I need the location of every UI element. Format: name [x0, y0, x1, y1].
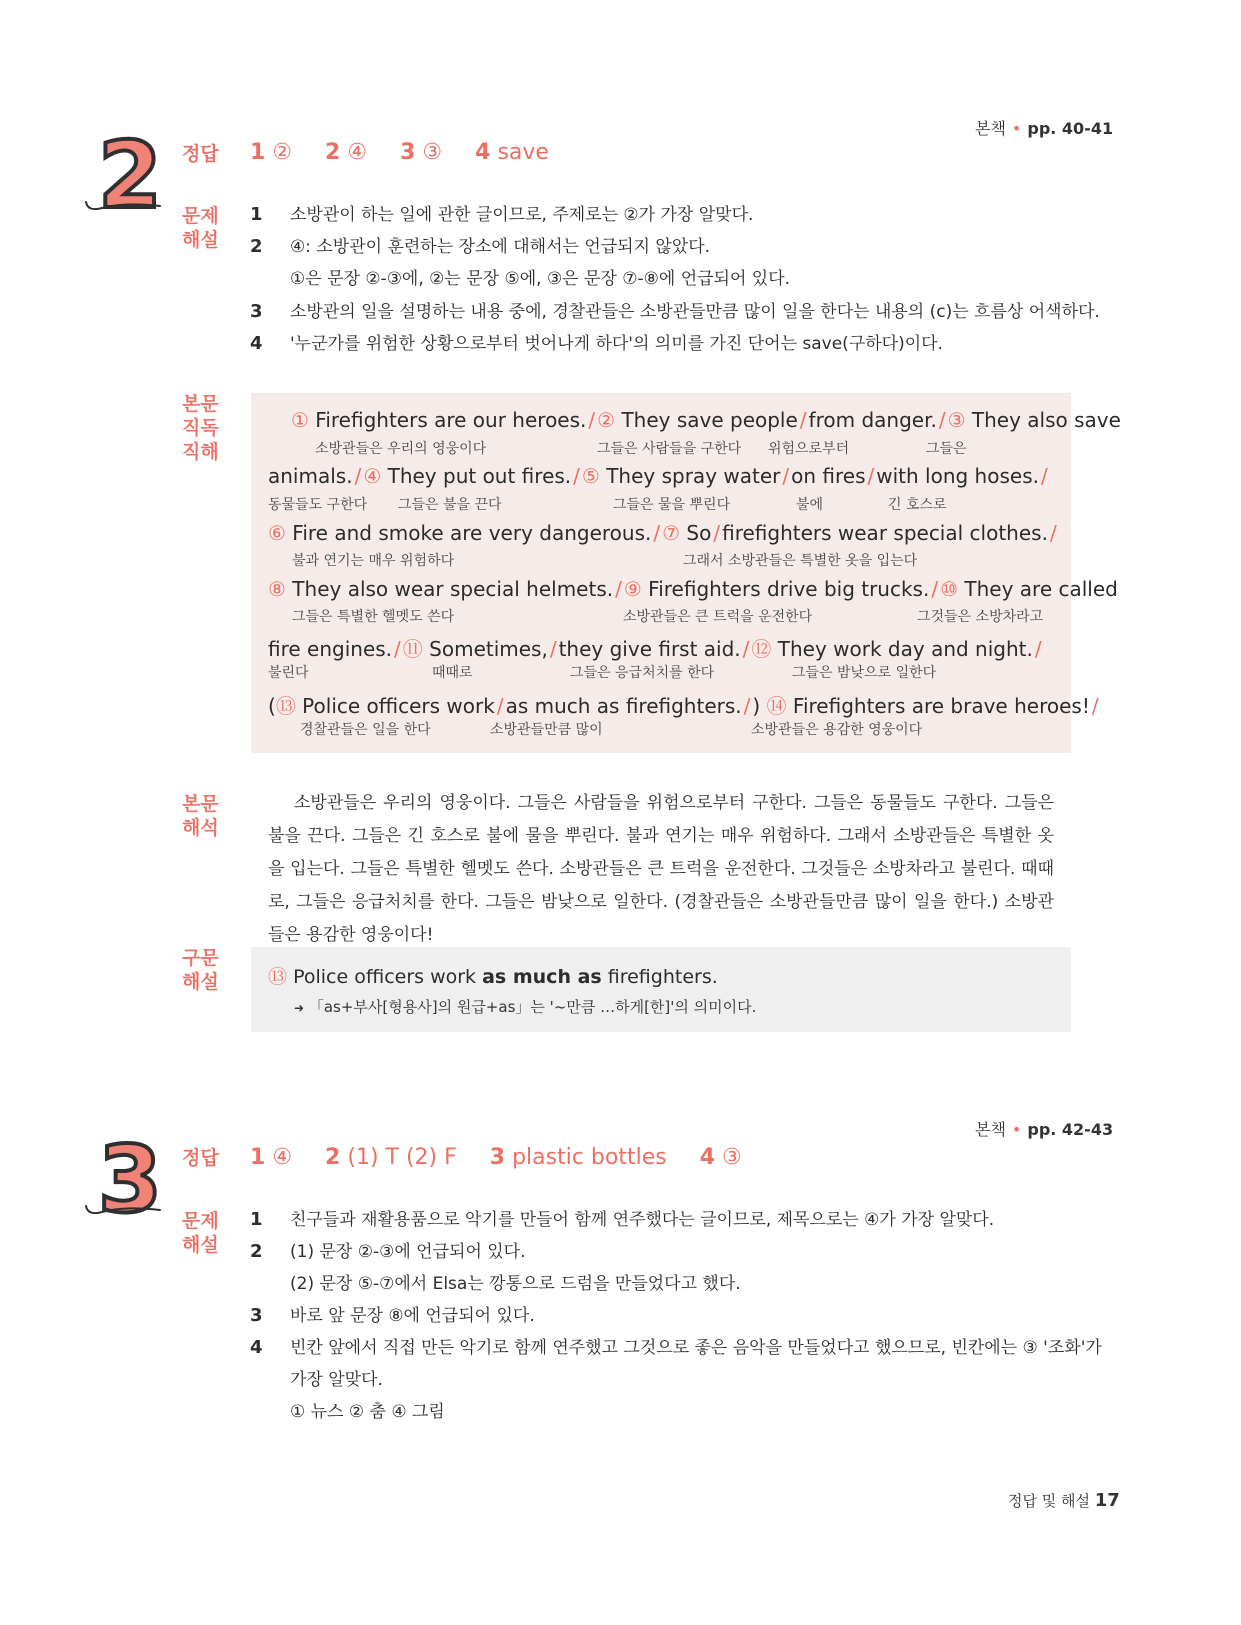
- gloss: 그래서 소방관들은 특별한 옷을 입는다: [683, 553, 918, 569]
- dot-separator: •: [1011, 1120, 1022, 1139]
- syntax-sentence: ⑬ Police officers work as much as firefighters.: [268, 966, 718, 988]
- book-label: 본책: [975, 1120, 1006, 1139]
- footer-label: 정답 및 해설: [1008, 1492, 1090, 1510]
- gloss: 그것들은 소방차라고: [917, 609, 1044, 625]
- section-number: 2: [98, 122, 161, 229]
- answer-list: [250, 1145, 768, 1170]
- page-footer: [1008, 1490, 1120, 1511]
- answer-item: 1 ②: [250, 140, 293, 165]
- gloss: 긴 호스로: [888, 497, 947, 513]
- explanation-row: ①은 문장 ②-③에, ②는 문장 ⑤에, ③은 문장 ⑦-⑧에 언급되어 있다.: [290, 269, 791, 289]
- answer-item: 1 ④: [250, 1145, 293, 1170]
- gloss: 때때로: [432, 665, 473, 681]
- gloss: 불과 연기는 매우 위험하다: [292, 553, 455, 569]
- explanation-row: 4 빈칸 앞에서 직접 만든 악기로 함께 연주했고 그것으로 좋은 음악을 만들었다고 했으므로, 빈칸에는 ③ '조화'가: [250, 1337, 1102, 1358]
- page-reference: [975, 116, 1113, 139]
- explanation-label: 문제 해설: [182, 205, 219, 251]
- swoosh-decoration: [84, 196, 164, 216]
- answer-item: 4 ③: [699, 1145, 742, 1170]
- explanation-row: (2) 문장 ⑤-⑦에서 Elsa는 깡통으로 드럼을 만들었다고 했다.: [290, 1274, 741, 1294]
- translation-paragraph: 소방관들은 우리의 영웅이다. 그들은 사람들을 위험으로부터 구한다. 그들은 동물들도 구한다. 그들은 불을 끈다. 그들은 긴 호스로 불에 물을 뿌린다. 불과 연기는 매우 위험하다. 그래서 소방관들은 특별한 옷을 입는다. 그들은 특별한 헬멧도 쓴다. 소방관들은 큰 트럭을 운전한다. 그것들은 소방차라고 불린다. 때때로, 그들은 응급처치를 한다. 그들은 밤낮으로 일한다. (경찰관들은 소방관들만큼 많이 일을 한다.) 소방관들은 용감한 영웅이다!: [268, 793, 1054, 945]
- translation-label: 본문 해석: [182, 793, 219, 839]
- page-range: pp. 42-43: [1027, 1120, 1114, 1139]
- answer-list: [250, 140, 575, 165]
- gloss: 그들은 물을 뿌린다: [613, 497, 731, 513]
- gloss: 위험으로부터: [768, 441, 850, 457]
- page-number: 17: [1094, 1490, 1120, 1511]
- explanation-row: 가장 알맞다.: [290, 1370, 383, 1390]
- gloss: 소방관들만큼 많이: [490, 722, 603, 738]
- explanation-row: 2 (1) 문장 ②-③에 언급되어 있다.: [250, 1241, 526, 1262]
- answer-item: 3 ③: [400, 140, 443, 165]
- syntax-box: [251, 947, 1071, 1032]
- explanation-row: 2 ④: 소방관이 훈련하는 장소에 대해서는 언급되지 않았다.: [250, 236, 711, 257]
- page-range: pp. 40-41: [1027, 119, 1114, 138]
- reading-line: (⑬ Police officers work / as much as firefighters. / ) ⑭ Firefighters are brave heroes! /: [268, 694, 1099, 718]
- answer-item: 3 plastic bottles: [489, 1145, 667, 1170]
- answer-item: 4 save: [475, 140, 549, 165]
- reading-label: 본문 직독 직해: [182, 393, 219, 463]
- gloss: 경찰관들은 일을 한다: [300, 722, 431, 738]
- gloss: 그들은: [926, 441, 967, 457]
- gloss: 소방관들은 용감한 영웅이다: [751, 722, 923, 738]
- swoosh-decoration: [84, 1200, 164, 1220]
- explanation-row: 4 '누군가를 위험한 상황으로부터 벗어나게 하다'의 의미를 가진 단어는 save(구하다)이다.: [250, 333, 943, 354]
- answer-item: 2 (1) T (2) F: [325, 1145, 457, 1170]
- gloss: 동물들도 구한다: [268, 497, 368, 513]
- reading-line: ① Firefighters are our heroes. / ② They save people / from danger. / ③ They also save: [291, 408, 1121, 432]
- dot-separator: •: [1011, 119, 1022, 138]
- gloss: 그들은 응급처치를 한다: [570, 665, 715, 681]
- explanation-row: 1 친구들과 재활용품으로 악기를 만들어 함께 연주했다는 글이므로, 제목으로는 ④가 가장 알맞다.: [250, 1209, 995, 1230]
- gloss: 그들은 특별한 헬멧도 쓴다: [292, 609, 455, 625]
- gloss: 불린다: [268, 665, 309, 681]
- arrow-icon: ➜: [294, 1001, 305, 1015]
- gloss: 소방관들은 우리의 영웅이다: [315, 441, 487, 457]
- answer-label: 정답: [182, 143, 219, 165]
- explanation-label: 문제 해설: [182, 1210, 219, 1256]
- section-number: 3: [98, 1126, 161, 1233]
- answer-label: 정답: [182, 1147, 219, 1169]
- explanation-row: ① 뉴스 ② 춤 ④ 그림: [290, 1402, 445, 1422]
- reading-line: ⑥ Fire and smoke are very dangerous. / ⑦ So / firefighters wear special clothes. /: [268, 521, 1057, 545]
- book-label: 본책: [975, 119, 1006, 138]
- gloss: 그들은 사람들을 구한다: [597, 441, 742, 457]
- reading-line: fire engines. / ⑪ Sometimes, / they give first aid. / ⑫ They work day and night. /: [268, 637, 1042, 661]
- syntax-label: 구문 해설: [182, 947, 219, 993]
- explanation-row: 3 바로 앞 문장 ⑧에 언급되어 있다.: [250, 1305, 535, 1326]
- gloss: 그들은 불을 끈다: [398, 497, 502, 513]
- explanation-row: 3 소방관의 일을 설명하는 내용 중에, 경찰관들은 소방관들만큼 많이 일을 한다는 내용의 (c)는 흐름상 어색하다.: [250, 301, 1100, 322]
- reading-line: animals. / ④ They put out fires. / ⑤ They spray water / on fires / with long hoses. /: [268, 464, 1048, 488]
- reading-line: ⑧ They also wear special helmets. / ⑨ Firefighters drive big trucks. / ⑩ They are called: [268, 577, 1118, 601]
- explanation-row: 1 소방관이 하는 일에 관한 글이므로, 주제로는 ②가 가장 알맞다.: [250, 204, 754, 225]
- answer-item: 2 ④: [325, 140, 368, 165]
- page-reference: [975, 1117, 1113, 1140]
- syntax-note: ➜ 「as+부사[형용사]의 원급+as」는 '~만큼 …하게[한]'의 의미이다.: [294, 998, 757, 1016]
- gloss: 불에: [796, 497, 824, 513]
- gloss: 그들은 밤낮으로 일한다: [792, 665, 937, 681]
- gloss: 소방관들은 큰 트럭을 운전한다: [623, 609, 813, 625]
